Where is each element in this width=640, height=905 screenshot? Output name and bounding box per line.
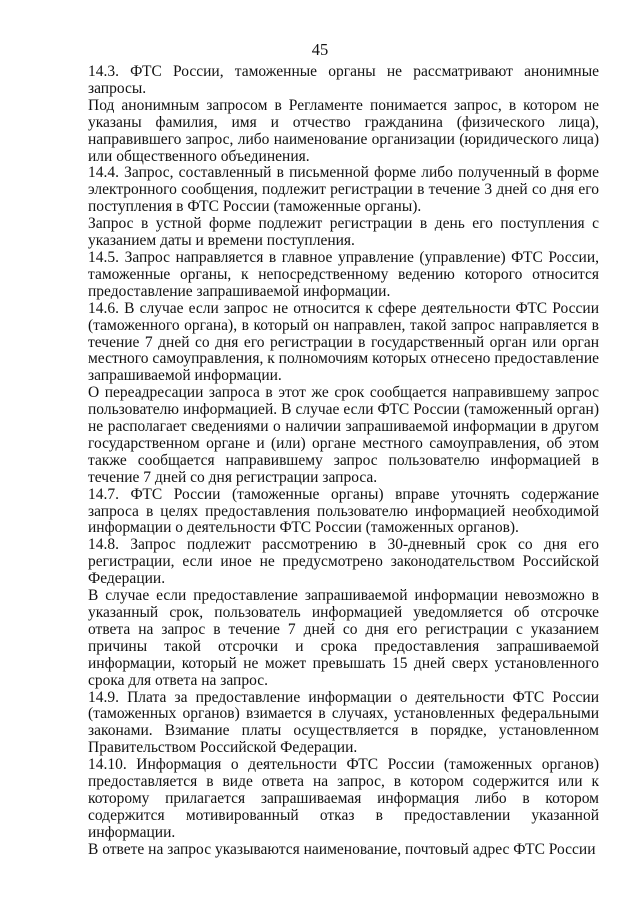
paragraph-14-5: 14.5. Запрос направляется в главное управление (управление) ФТС России, таможенные органы, к непосредственному ведению которого относится предоставление запрашиваемой информации.	[88, 248, 599, 300]
paragraph-oral-request: Запрос в устной форме подлежит регистрации в день его поступления с указанием даты и времени поступления.	[88, 215, 599, 250]
paragraph-redirect-notice: О переадресации запроса в этот же срок сообщается направившему запрос пользователю информацией. В случае если ФТС России (таможенный орган) не располагает сведениями о наличии запрашиваемой информации в другом государственном органе и (или) органе местного самоуправления, об этом также сообщается направившему запрос пользователю информацией в течение 7 дней со дня регистрации запроса.	[88, 384, 599, 486]
paragraph-14-4: 14.4. Запрос, составленный в письменной форме либо полученный в форме электронного сообщения, подлежит регистрации в течение 3 дней со дня его поступления в ФТС России (таможенные органы).	[88, 164, 599, 216]
paragraph-response-contents: В ответе на запрос указываются наименование, почтовый адрес ФТС России	[88, 840, 596, 858]
paragraph-14-7: 14.7. ФТС России (таможенные органы) вправе уточнять содержание запроса в целях предоставления пользователю информацией необходимой информации о деятельности ФТС России (таможенных органов).	[88, 485, 599, 537]
paragraph-14-8: 14.8. Запрос подлежит рассмотрению в 30-дневный срок со дня его регистрации, если иное не предусмотрено законодательством Российской Федерации.	[88, 536, 599, 588]
paragraph-anonymous-request-definition: Под анонимным запросом в Регламенте понимается запрос, в котором не указаны фамилия, имя и отчество гражданина (физического лица), направившего запрос, либо наименование организации (юридического лица) или общественного объединения.	[88, 96, 599, 165]
paragraph-deferral-notice: В случае если предоставление запрашиваемой информации невозможно в указанный срок, пользователь информацией уведомляется об отсрочке ответа на запрос в течение 7 дней со дня его регистрации с указанием причины такой отсрочки и срока предоставления запрашиваемой информации, который не может превышать 15 дней сверх установленного срока для ответа на запрос.	[88, 587, 599, 689]
document-body	[88, 64, 599, 859]
page-number: 45	[311, 40, 329, 59]
paragraph-14-9: 14.9. Плата за предоставление информации о деятельности ФТС России (таможенных органов) взимается в случаях, установленных федеральными законами. Взимание платы осуществляется в порядке, установленном Правительством Российской Федерации.	[88, 688, 599, 757]
paragraph-14-3: 14.3. ФТС России, таможенные органы не рассматривают анонимные запросы.	[88, 63, 599, 97]
paragraph-14-10: 14.10. Информация о деятельности ФТС России (таможенных органов) предоставляется в виде ответа на запрос, в котором содержится или к которому прилагается запрашиваемая информация либо в котором содержится мотивированный отказ в предоставлении указанной информации.	[88, 756, 599, 841]
paragraph-14-6: 14.6. В случае если запрос не относится к сфере деятельности ФТС России (таможенного органа), в который он направлен, такой запрос направляется в течение 7 дней со дня его регистрации в государственный орган или орган местного самоуправления, к полномочиям которых отнесено предоставление запрашиваемой информации.	[88, 299, 599, 385]
